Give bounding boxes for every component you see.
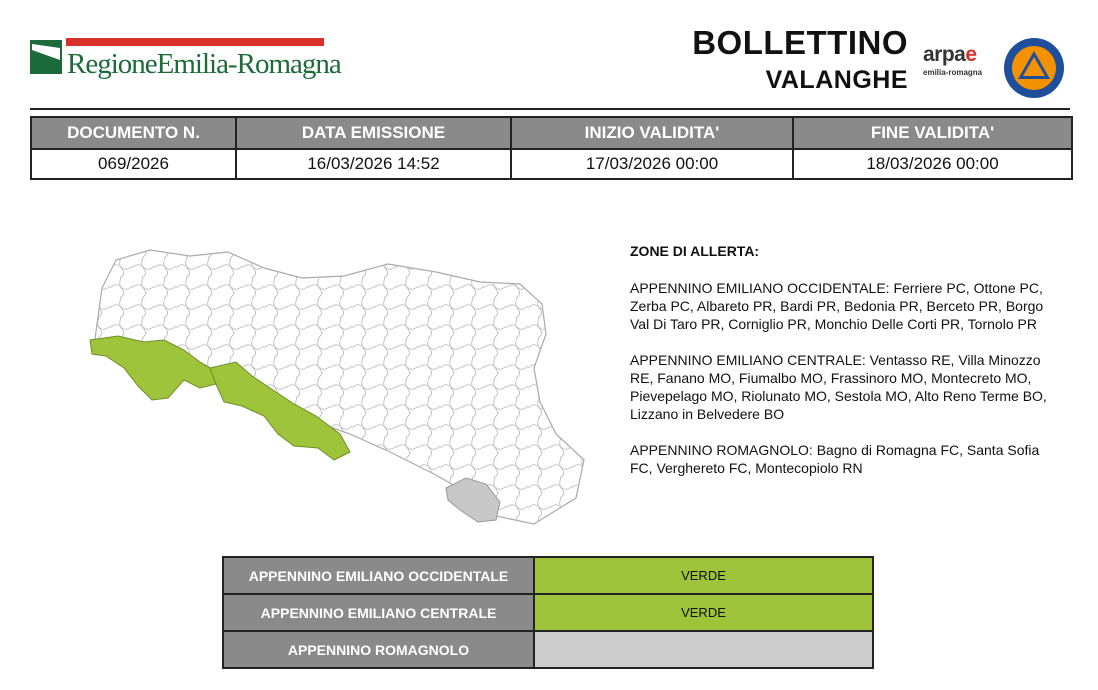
value-inizio-validita: 17/03/2026 00:00: [511, 149, 793, 179]
document-info-value-row: [31, 149, 1072, 179]
level-row: [223, 631, 873, 668]
level-zone-name: APPENNINO EMILIANO CENTRALE: [223, 594, 534, 631]
header-divider: [30, 108, 1070, 110]
logo-red-bar: [66, 38, 324, 46]
zone-description-occidentale: APPENNINO EMILIANO OCCIDENTALE: Ferriere PC, Ottone PC, Zerba PC, Albareto PR, Bardi PR, Bedonia PR, Berceto PR, Borgo Val Di Taro PR, Corniglio PR, Monchio Delle Corti PR, Tornolo PR: [630, 280, 1044, 332]
arpae-word-e: e: [965, 43, 977, 66]
zone-description-romagnolo: APPENNINO ROMAGNOLO: Bagno di Romagna FC, Santa Sofia FC, Verghereto FC, Montecopiolo RN: [630, 442, 1040, 476]
arpae-word: arpa: [923, 43, 966, 66]
zones-heading: ZONE DI ALLERTA:: [630, 243, 760, 259]
document-info-header-row: [31, 117, 1072, 149]
value-fine-validita: 18/03/2026 00:00: [793, 149, 1072, 179]
regione-logo: [30, 38, 341, 82]
arpae-logo: [923, 44, 995, 84]
alert-levels-table: [222, 556, 874, 669]
logo-text: RegioneEmilia-Romagna: [67, 48, 341, 80]
level-row: [223, 557, 873, 594]
alert-zones-list: [630, 242, 1060, 495]
level-row: [223, 594, 873, 631]
header-data-emissione: DATA EMISSIONE: [236, 117, 511, 149]
bulletin-title: BOLLETTINO: [692, 24, 908, 61]
level-value: VERDE: [534, 557, 873, 594]
level-value: VERDE: [534, 594, 873, 631]
value-data-emissione: 16/03/2026 14:52: [236, 149, 511, 179]
alert-zones-map: [88, 238, 600, 528]
civil-protection-logo-icon: [1003, 37, 1065, 99]
bulletin-subtitle: VALANGHE: [765, 66, 908, 94]
level-value: [534, 631, 873, 668]
arpae-subtitle: emilia-romagna: [923, 68, 983, 77]
level-zone-name: APPENNINO ROMAGNOLO: [223, 631, 534, 668]
header-inizio-validita: INIZIO VALIDITA': [511, 117, 793, 149]
header-documento: DOCUMENTO N.: [31, 117, 236, 149]
zone-description-centrale: APPENNINO EMILIANO CENTRALE: Ventasso RE, Villa Minozzo RE, Fanano MO, Fiumalbo MO, Frassinoro MO, Montecreto MO, Pievepelago MO, Riolunato MO, Sestola MO, Alto Reno Terme BO, Lizzano in Belvedere BO: [630, 352, 1047, 422]
header-fine-validita: FINE VALIDITA': [793, 117, 1072, 149]
logo-mark-icon: [30, 40, 62, 74]
value-documento: 069/2026: [31, 149, 236, 179]
level-zone-name: APPENNINO EMILIANO OCCIDENTALE: [223, 557, 534, 594]
document-info-table: [30, 116, 1073, 180]
